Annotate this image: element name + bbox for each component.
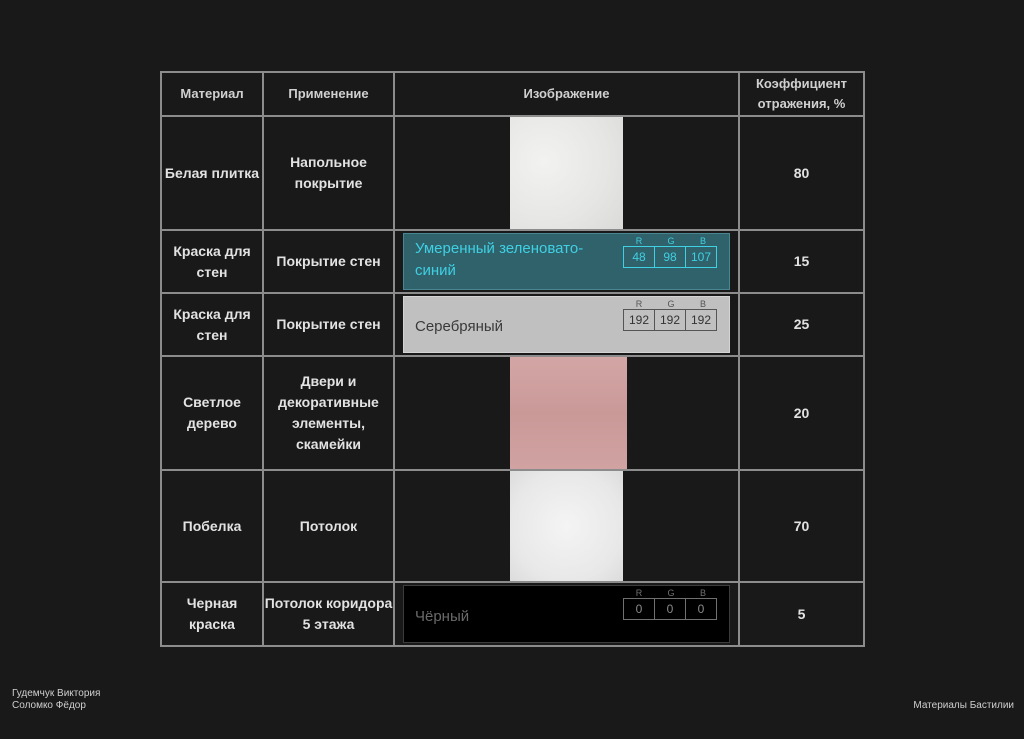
coefficient-cell: 80 [739,116,864,230]
light-wood-texture [510,357,627,469]
b-value: 107 [685,246,717,268]
black-color-swatch [403,585,730,643]
silver-color-swatch [403,296,730,353]
b-value: 192 [685,309,717,331]
material-cell: Белая плитка [161,116,263,230]
r-label: R [635,236,643,246]
rgb-values [623,299,719,331]
image-cell [394,582,739,646]
coefficient-cell: 20 [739,356,864,470]
author-name: Гудемчук Виктория [12,688,101,699]
g-value: 0 [654,598,686,620]
rgb-values [623,588,719,620]
application-cell: Потолок коридора 5 этажа [263,582,394,646]
teal-color-swatch [403,233,730,290]
b-label: B [699,236,706,246]
coefficient-cell: 5 [739,582,864,646]
table-row [161,116,864,230]
r-value: 192 [623,309,655,331]
author-name: Соломко Фёдор [12,700,86,711]
footer-title: Материалы Бастилии [913,700,1014,711]
table-row [161,470,864,582]
header-application: Применение [263,72,394,116]
color-name: Умеренный зеленовато-синий [415,240,584,279]
g-label: G [667,299,675,309]
coefficient-cell: 70 [739,470,864,582]
material-cell: Побелка [161,470,263,582]
image-cell [394,230,739,293]
footer-authors [12,688,100,712]
g-label: G [667,236,675,246]
r-value: 0 [623,598,655,620]
coefficient-cell: 15 [739,230,864,293]
header-material: Материал [161,72,263,116]
material-cell: Светлое дерево [161,356,263,470]
material-cell: Краска для стен [161,293,263,356]
b-label: B [699,299,706,309]
application-cell: Двери и декоративные элементы, скамейки [263,356,394,470]
application-cell: Покрытие стен [263,230,394,293]
table-row [161,230,864,293]
material-cell: Черная краска [161,582,263,646]
rgb-values [623,236,719,268]
table-row [161,582,864,646]
r-label: R [635,299,643,309]
table-row [161,356,864,470]
table-row [161,293,864,356]
image-cell [394,470,739,582]
image-cell [394,116,739,230]
b-label: B [699,588,706,598]
table-header-row [161,72,864,116]
color-name: Чёрный [415,608,470,625]
g-value: 98 [654,246,686,268]
header-coefficient: Коэффициент отражения, % [739,72,864,116]
image-cell [394,356,739,470]
application-cell: Потолок [263,470,394,582]
r-value: 48 [623,246,655,268]
white-tile-texture [510,117,623,229]
g-value: 192 [654,309,686,331]
header-image: Изображение [394,72,739,116]
application-cell: Напольное покрытие [263,116,394,230]
material-cell: Краска для стен [161,230,263,293]
color-name: Серебряный [415,318,504,335]
g-label: G [667,588,675,598]
image-cell [394,293,739,356]
coefficient-cell: 25 [739,293,864,356]
b-value: 0 [685,598,717,620]
materials-table [160,71,865,647]
whitewash-texture [510,471,623,581]
application-cell: Покрытие стен [263,293,394,356]
r-label: R [635,588,643,598]
